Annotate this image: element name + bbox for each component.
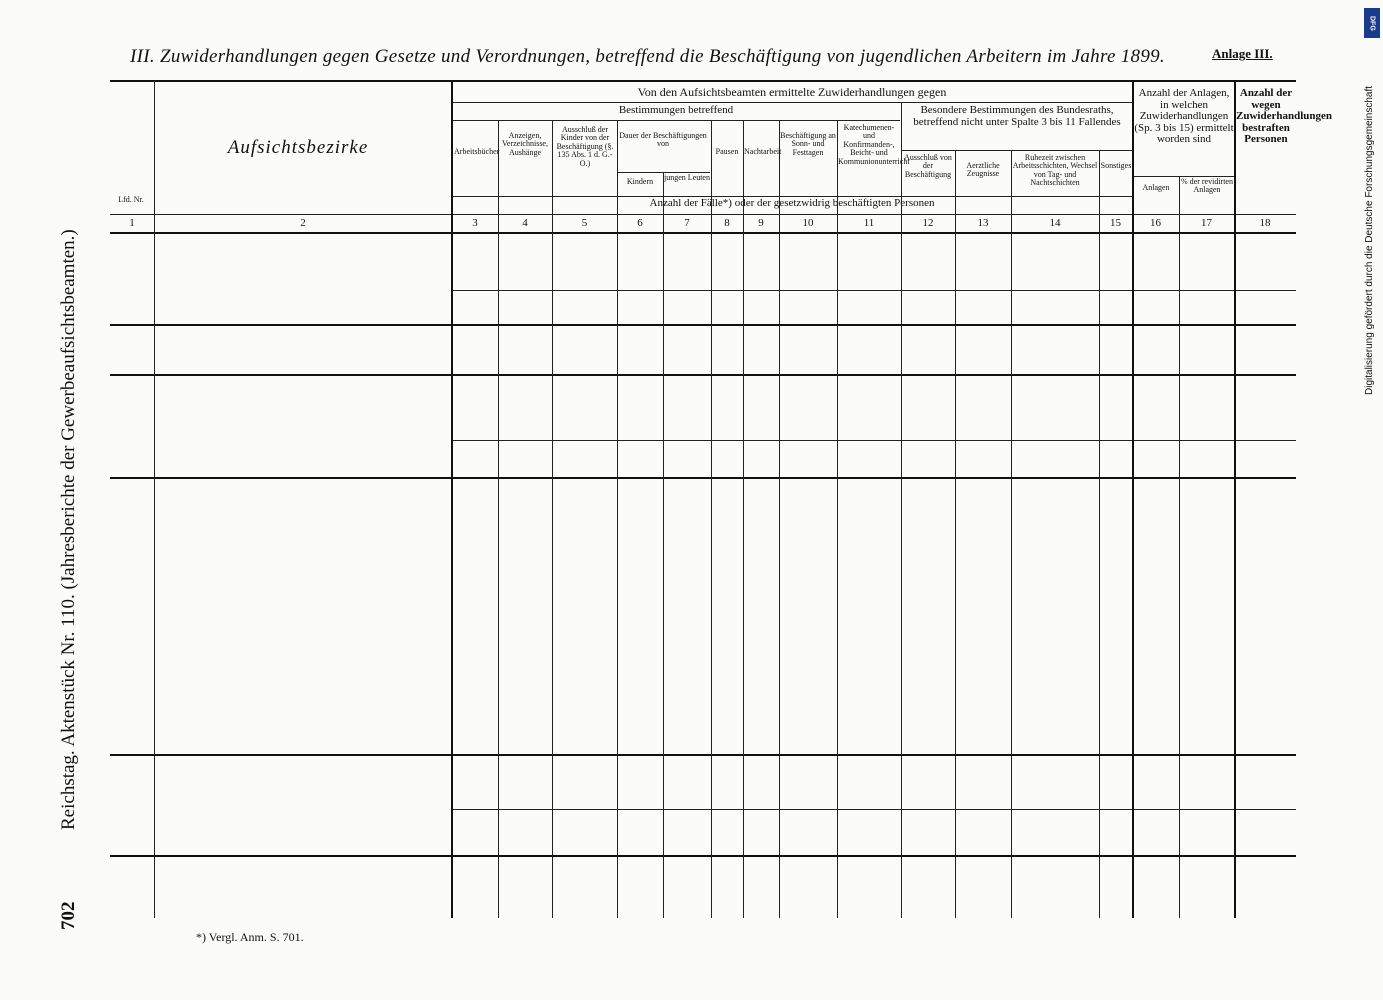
col-rule bbox=[1179, 176, 1180, 918]
col-rule bbox=[779, 120, 780, 918]
header-anzahl-faelle: Anzahl der Fälle*) oder der gesetzwidrig beschäftigten Personen bbox=[649, 197, 935, 209]
header-c17: % der revidirten Anlagen bbox=[1181, 177, 1233, 195]
header-c12: Ausschluß von der Beschäftigung bbox=[904, 153, 952, 179]
rule bbox=[618, 172, 710, 173]
anlage-label: Anlage III. bbox=[1212, 46, 1273, 61]
page-number: 702 bbox=[58, 901, 79, 930]
header-anzahl-bestraft: Anzahl der wegen Zuwiderhandlungen bestraften Personen bbox=[1236, 87, 1332, 146]
rule bbox=[1134, 176, 1234, 177]
col-rule bbox=[1132, 80, 1134, 918]
header-von-den: Von den Aufsichtsbeamten ermittelte Zuwiderhandlungen gegen bbox=[637, 85, 947, 99]
column-number: 1 bbox=[129, 217, 135, 229]
column-number: 8 bbox=[724, 217, 730, 229]
col-rule bbox=[154, 80, 155, 918]
rule-group bbox=[110, 855, 1296, 857]
column-number: 2 bbox=[300, 217, 306, 229]
header-c9: Nachtarbeit bbox=[744, 147, 782, 156]
table-title: III. Zuwiderhandlungen gegen Gesetze und Verordnungen, betreffend die Beschäftigung von jugendlichen Arbeitern im Jahre 1899. bbox=[130, 46, 1165, 67]
header-lfd: Lfd. Nr. bbox=[118, 195, 144, 204]
footnote: *) Vergl. Anm. S. 701. bbox=[196, 930, 304, 944]
header-c4: Anzeigen, Verzeichnisse, Aushänge bbox=[502, 131, 548, 157]
col-rule bbox=[1099, 150, 1100, 918]
col-rule bbox=[451, 80, 453, 918]
column-number: 4 bbox=[522, 217, 528, 229]
rule bbox=[110, 214, 1296, 215]
column-number: 3 bbox=[472, 217, 478, 229]
header-bestimmungen: Bestimmungen betreffend bbox=[618, 104, 734, 116]
header-c16: Anlagen bbox=[1142, 183, 1170, 192]
header-c67: Dauer der Beschäftigungen von bbox=[619, 131, 707, 149]
header-c14: Ruhezeit zwischen Arbeitsschichten, Wechsel von Tag- und Nachtschichten bbox=[1012, 153, 1098, 188]
rule-group bbox=[110, 477, 1296, 479]
column-number: 17 bbox=[1201, 217, 1212, 229]
column-number: 10 bbox=[802, 217, 814, 229]
column-number: 7 bbox=[684, 217, 690, 229]
header-besondere: Besondere Bestimmungen des Bundesraths, betreffend nicht unter Spalte 3 bis 11 Fallendes bbox=[913, 104, 1121, 128]
column-number: 13 bbox=[977, 217, 989, 229]
column-number: 6 bbox=[637, 217, 643, 229]
column-number: 14 bbox=[1049, 217, 1061, 229]
col-rule bbox=[1234, 80, 1236, 918]
col-rule bbox=[1011, 150, 1012, 918]
col-rule bbox=[663, 172, 664, 918]
rule bbox=[452, 102, 1132, 103]
rule-top bbox=[110, 80, 1296, 82]
header-c11: Katechumenen- und Konfirmanden-, Beicht- und Kommunionunterricht bbox=[838, 123, 910, 166]
col-rule bbox=[955, 150, 956, 918]
col-rule bbox=[711, 120, 712, 918]
column-number: 16 bbox=[1150, 217, 1161, 229]
column-number: 11 bbox=[863, 217, 875, 229]
side-running-head: Reichstag. Aktenstück Nr. 110. (Jahresberichte der Gewerbeaufsichtsbeamten.) bbox=[58, 229, 79, 830]
col-rule bbox=[498, 120, 499, 918]
header-c10: Beschäftigung an Sonn- und Festtagen bbox=[780, 131, 836, 157]
header-c3: Arbeitsbücher bbox=[454, 147, 500, 156]
header-aufsichtsbezirke: Aufsichtsbezirke bbox=[227, 137, 369, 158]
header-c15: Sonstiges bbox=[1100, 161, 1132, 170]
rule-group bbox=[110, 374, 1296, 376]
rule bbox=[452, 196, 1132, 197]
header-c8: Pausen bbox=[715, 147, 739, 156]
dfg-note: Digitalisierung gefördert durch die Deutsche Forschungsgemeinschaft bbox=[1364, 85, 1375, 395]
col-rule bbox=[552, 120, 553, 918]
column-number: 5 bbox=[581, 217, 588, 229]
rule-subtotal bbox=[452, 809, 1296, 810]
rule-subtotal bbox=[452, 440, 1296, 441]
rule-subtotal bbox=[452, 290, 1296, 291]
header-c5: Ausschluß der Kinder von der Beschäftigung (§. 135 Abs. 1 d. G.-O.) bbox=[556, 125, 614, 168]
header-c6: Kindern bbox=[626, 177, 654, 186]
rule bbox=[902, 150, 1132, 151]
column-number: 18 bbox=[1259, 217, 1271, 229]
statistics-table bbox=[110, 78, 1332, 918]
rule bbox=[452, 120, 900, 121]
col-rule bbox=[617, 120, 618, 918]
col-rule bbox=[837, 120, 838, 918]
rule-group bbox=[110, 754, 1296, 756]
column-number: 12 bbox=[922, 217, 934, 229]
dfg-logo: DFG bbox=[1364, 8, 1380, 38]
rule-group bbox=[110, 324, 1296, 326]
rule-colnums bbox=[110, 232, 1296, 234]
header-c13: Aerztliche Zeugnisse bbox=[966, 161, 1000, 179]
header-anzahl-anlagen: Anzahl der Anlagen, in welchen Zuwiderhandlungen (Sp. 3 bis 15) ermittelt worden sind bbox=[1134, 87, 1234, 146]
column-number: 15 bbox=[1110, 217, 1121, 229]
column-number: 9 bbox=[758, 217, 764, 229]
header-c7: jungen Leuten bbox=[664, 173, 710, 182]
col-rule bbox=[743, 120, 744, 918]
